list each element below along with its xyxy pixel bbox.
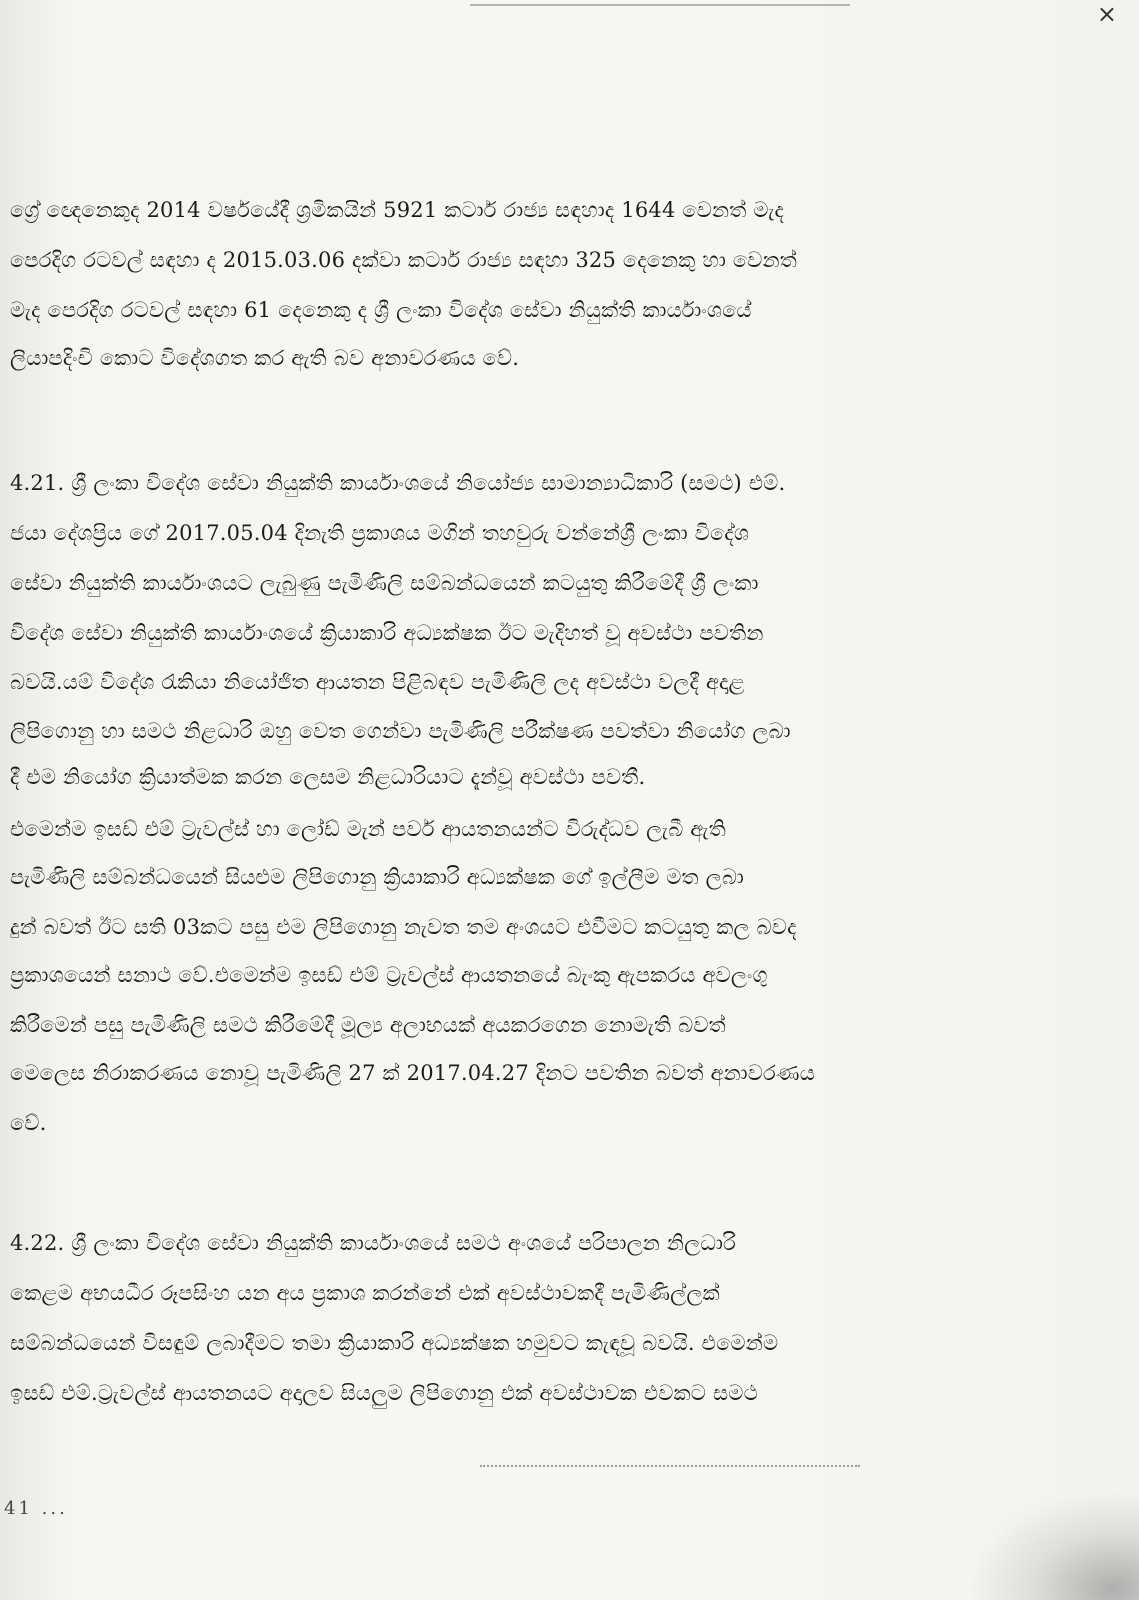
paragraph-1-line: මැද පෙරදිග රටවල් සඳහා 61 දෙනෙකු ද ශ්‍රී ලංකා විදේශ සේවා නියුක්ති කාර්යාංශයේ <box>10 298 752 322</box>
corner-mark: × <box>1096 0 1117 28</box>
paragraph-4-22-line: සම්බන්ධයෙන් විසඳුම් ලබාදීමට තමා ක්‍රියාකාරි අධ්‍යක්ෂක හමුවට කැඳවූ බවයි. එමෙන්ම <box>10 1331 779 1355</box>
paragraph-3-line: වේ. <box>10 1111 47 1135</box>
paragraph-3-line: එමෙන්ම ඉසඩ් එම් ට්‍රැවල්ස් හා ලෝඩ් මැන් පවර් ආයතනයන්ට විරුද්ධව ලැබී ඇති <box>10 817 726 841</box>
paragraph-1-line: පෙරදිග රටවල් සඳහා ද 2015.03.06 දක්වා කටාර් රාජ්‍ය සඳහා 325 දෙනෙකු හා වෙනත් <box>10 248 798 272</box>
paragraph-4-21-line: බවයි.යම් විදේශ රැකියා නියෝජිත ආයතන පිළිබඳව පැමිණිලි ලද අවස්ථා වලදී අදාළ <box>10 670 745 694</box>
paragraph-4-22-line: 4.22. ශ්‍රී ලංකා විදේශ සේවා නියුක්ති කාර්යාංශයේ සමථ අංශයේ පරිපාලන නිලධාරි <box>10 1231 736 1255</box>
paragraph-4-21-line: 4.21. ශ්‍රී ලංකා විදේශ සේවා නියුක්ති කාර්යාංශයේ නියෝජ්‍ය සාමාන්‍යාධිකාරි (සමථ) එම්. <box>10 471 786 495</box>
paragraph-4-21-line: ජයා දේශප්‍රිය ගේ 2017.05.04 දිනැති ප්‍රකාශය මගින් තහවුරු වන්නේශ්‍රී ලංකා විදේශ <box>10 521 750 545</box>
paragraph-3-line: ප්‍රකාශයෙන් සනාථ වේ.එමෙන්ම ඉසඩ් එම් ට්‍රැවල්ස් ආයතනයේ බැංකු ඇපකරය අවලංගු <box>10 963 768 987</box>
paragraph-3-line: පැමිණිලි සම්බන්ධයෙන් සියළුම ලිපිගොනු ක්‍රියාකාරි අධ්‍යක්ෂක ගේ ඉල්ලීම මත ලබා <box>10 865 745 889</box>
paragraph-4-21-line: විදේශ සේවා නියුක්ති කාර්යාංශයේ ක්‍රියාකාරි අධ්‍යක්ෂක ඊට මැදිහත් වූ අවස්ථා පවතින <box>10 621 764 645</box>
paragraph-3-line: කිරීමෙන් පසු පැමිණිලි සමථ කිරීමේදී මූල්‍ය අලාභයක් අයකරගෙන නොමැති බවත් <box>10 1013 726 1037</box>
paragraph-4-22-line: කෙළම අභයධීර රූපසිංහ යන අය ප්‍රකාශ කරන්නේ එක් අවස්ථාවකදී පැමිණිල්ලක් <box>10 1281 720 1305</box>
paragraph-3-line: දුන් බවත් ඊට සති 03කට පසු එම ලිපිගොනු නැවත තම අංශයට එවීමට කටයුතු කල බවද <box>10 915 797 939</box>
paragraph-4-22-line: ඉසඩ් එම්.ට්‍රැවල්ස් ආයතනයට අදාලව සියලුම ලිපිගොනු එක් අවස්ථාවක එවකට සමථ <box>10 1381 758 1405</box>
top-rule <box>470 4 850 6</box>
page-mark: 41 ... <box>4 1498 68 1519</box>
paragraph-1-line: ග්‍රේ ඥෙනෙකුද 2014 වර්ෂයේදී ශ්‍රමිකයින් 5921 කටාර් රාජ්‍ය සඳහාද 1644 වෙනත් මැද <box>10 198 785 222</box>
paragraph-4-21-line: දී එම නියෝග ක්‍රියාත්මක කරන ලෙසම නිළධාරියාට දැන්වූ අවස්ථා පවතී. <box>10 765 646 789</box>
paragraph-4-21-line: සේවා නියුක්ති කාර්යාංශයට ලැබුණු පැමිණිලි සම්බන්ධයෙන් කටයුතු කිරීමේදී ශ්‍රී ලංකා <box>10 571 759 595</box>
bottom-dotted-rule <box>480 1465 860 1467</box>
paragraph-1-line: ලියාපදිංචි කොට විදේශගත කර ඇති බව අනාවරණය වේ. <box>10 346 520 370</box>
paragraph-4-21-line: ලිපිගොනු හා සමථ නිළධාරි ඔහු වෙත ගෙන්වා පැමිණිලි පරීක්ෂණ පවත්වා නියෝග ලබා <box>10 719 791 743</box>
scan-shadow <box>969 1490 1139 1600</box>
paragraph-3-line: මෙලෙස නිරාකරණය නොවූ පැමිණිලි 27 ක් 2017.04.27 දිනට පවතින බවත් අනාවරණය <box>10 1061 816 1085</box>
